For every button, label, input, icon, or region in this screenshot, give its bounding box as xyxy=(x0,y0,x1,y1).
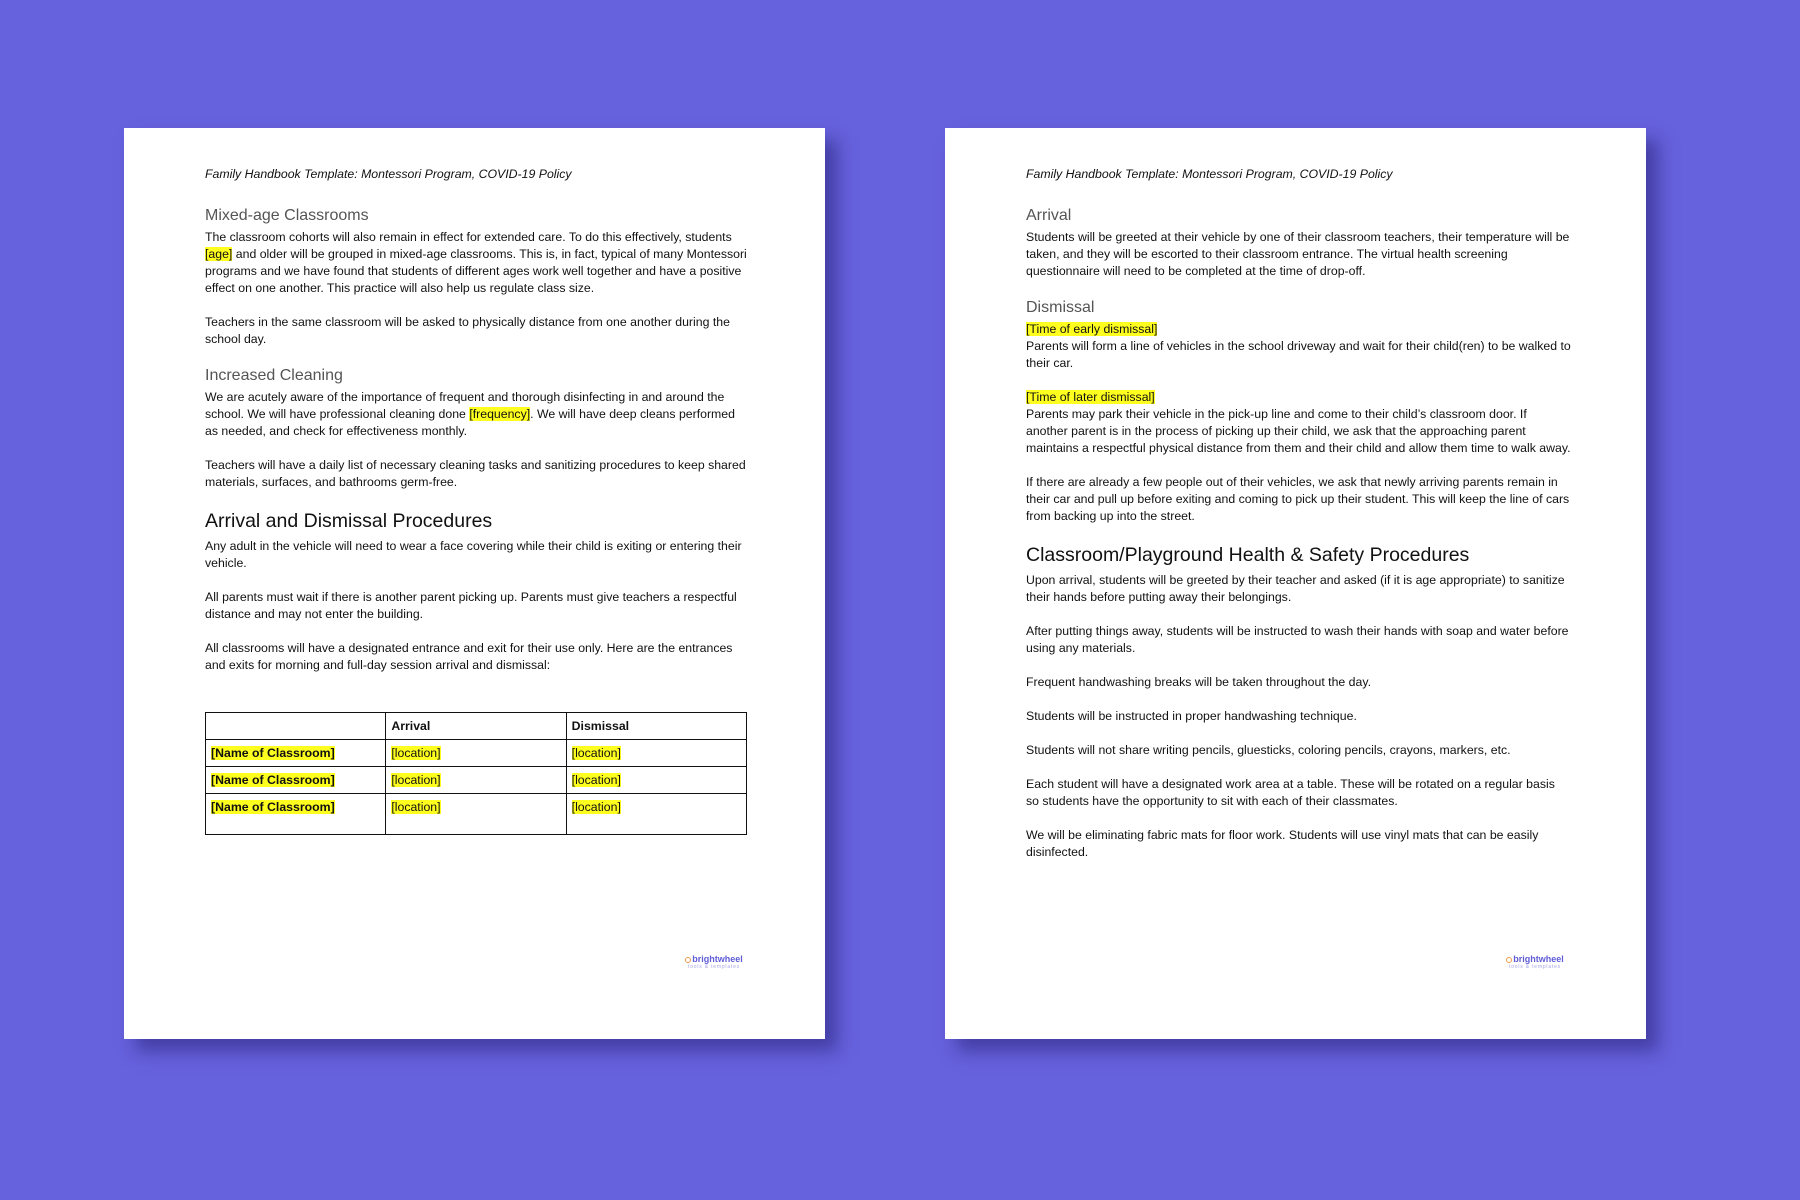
page-content xyxy=(1026,166,1571,878)
paragraph: Teachers in the same classroom will be asked to physically distance from one another during the school day. xyxy=(205,315,730,346)
table-cell xyxy=(386,740,566,767)
classroom-name: [Name of Classroom] xyxy=(211,773,335,787)
document-page-left xyxy=(124,128,825,1039)
paragraph: If there are already a few people out of their vehicles, we ask that newly arriving parents remain in their car and pull up before exiting and coming to pick up their student. This will keep the line of cars from backing up into the street. xyxy=(1026,475,1570,523)
classroom-name: [Name of Classroom] xyxy=(211,800,335,814)
table-row xyxy=(206,794,747,835)
paragraph xyxy=(1026,389,1571,457)
logo-tagline: tools & templates xyxy=(688,964,740,970)
text-run: The classroom cohorts will also remain in effect for extended care. To do this effectively, students xyxy=(205,230,732,244)
paragraph: After putting things away, students will be instructed to wash their hands with soap and water before using any materials. xyxy=(1026,624,1569,655)
text-run: . We will have deep cleans performed as needed, and check for effectiveness monthly. xyxy=(205,407,735,438)
table-cell xyxy=(386,794,566,835)
location-placeholder: [location] xyxy=(571,800,621,814)
location-placeholder: [location] xyxy=(391,773,441,787)
placeholder-highlight: [age] xyxy=(205,247,233,261)
table-cell xyxy=(566,767,746,794)
table-header-cell: Dismissal xyxy=(566,713,746,740)
placeholder-highlight: [frequency] xyxy=(469,407,531,421)
logo-tagline: tools & templates xyxy=(1509,964,1561,970)
paragraph: Students will be greeted at their vehicle by one of their classroom teachers, their temperature will be taken, and they will be escorted to their classroom entrance. The virtual health screening questionnaire will need to be completed at the time of drop-off. xyxy=(1026,230,1570,278)
running-header: Family Handbook Template: Montessori Program, COVID-19 Policy xyxy=(205,167,572,181)
paragraph xyxy=(205,229,750,297)
text-run: We are acutely aware of the importance of frequent and thorough disinfecting in and around the school. We will have professional cleaning done xyxy=(205,390,725,421)
section-heading-cleaning: Increased Cleaning xyxy=(205,367,343,384)
table-cell xyxy=(566,794,746,835)
location-placeholder: [location] xyxy=(571,746,621,760)
paragraph: Teachers will have a daily list of necessary cleaning tasks and sanitizing procedures to keep shared materials, surfaces, and bathrooms germ-free. xyxy=(205,458,746,489)
table-row xyxy=(206,767,747,794)
paragraph: Frequent handwashing breaks will be taken throughout the day. xyxy=(1026,675,1371,689)
text-run: Parents will form a line of vehicles in the school driveway and wait for their child(ren) to be walked to their car. xyxy=(1026,339,1571,370)
table-cell xyxy=(566,740,746,767)
paragraph: Upon arrival, students will be greeted by their teacher and asked (if it is age appropriate) to sanitize their hands before putting away their belongings. xyxy=(1026,573,1565,604)
location-placeholder: [location] xyxy=(571,773,621,787)
placeholder-highlight: [Time of later dismissal] xyxy=(1026,390,1155,404)
classroom-locations-table xyxy=(205,712,747,835)
table-cell xyxy=(206,740,386,767)
table-header-cell xyxy=(206,713,386,740)
brightwheel-logo xyxy=(1500,954,1570,971)
table-cell xyxy=(206,794,386,835)
location-placeholder: [location] xyxy=(391,746,441,760)
table-cell xyxy=(206,767,386,794)
table-header-cell: Arrival xyxy=(386,713,566,740)
paragraph: All parents must wait if there is another parent picking up. Parents must give teachers a respectful distance and may not enter the building. xyxy=(205,590,737,621)
table-header-row xyxy=(206,713,747,740)
section-heading-arrival: Arrival xyxy=(1026,207,1072,224)
document-page-right xyxy=(945,128,1646,1039)
text-run: Parents may park their vehicle in the pick-up line and come to their child’s classroom door. If another parent is in the process of picking up their child, we ask that the approaching parent maintains a respectful physical distance from them and their child and allow them time to walk away. xyxy=(1026,407,1571,455)
paragraph: Students will be instructed in proper handwashing technique. xyxy=(1026,709,1357,723)
paragraph: We will be eliminating fabric mats for floor work. Students will use vinyl mats that can be easily disinfected. xyxy=(1026,828,1539,859)
paragraph xyxy=(205,389,750,440)
paragraph: All classrooms will have a designated entrance and exit for their use only. Here are the entrances and exits for morning and full-day session arrival and dismissal: xyxy=(205,641,733,672)
placeholder-highlight: [Time of early dismissal] xyxy=(1026,322,1158,336)
table-cell xyxy=(386,767,566,794)
location-placeholder: [location] xyxy=(391,800,441,814)
paragraph: Students will not share writing pencils, gluesticks, coloring pencils, crayons, markers, etc. xyxy=(1026,743,1511,757)
paragraph: Any adult in the vehicle will need to wear a face covering while their child is exiting or entering their vehicle. xyxy=(205,539,742,570)
section-heading-dismissal: Dismissal xyxy=(1026,299,1095,316)
paragraph xyxy=(1026,321,1571,372)
running-header: Family Handbook Template: Montessori Program, COVID-19 Policy xyxy=(1026,167,1393,181)
brightwheel-logo xyxy=(679,954,749,971)
section-heading-mixed-age: Mixed-age Classrooms xyxy=(205,207,369,224)
classroom-name: [Name of Classroom] xyxy=(211,746,335,760)
text-run: and older will be grouped in mixed-age classrooms. This is, in fact, typical of many Montessori programs and we have found that students of different ages work well together and have a positive effect on one another. This practice will also help us regulate class size. xyxy=(205,247,747,295)
brightwheel-ring-icon xyxy=(1506,957,1512,963)
paragraph: Each student will have a designated work area at a table. These will be rotated on a regular basis so students have the opportunity to sit with each of their classmates. xyxy=(1026,777,1555,808)
logo-name: brightwheel xyxy=(692,954,743,964)
section-heading-health-safety: Classroom/Playground Health & Safety Procedures xyxy=(1026,544,1470,566)
logo-name: brightwheel xyxy=(1513,954,1564,964)
brightwheel-ring-icon xyxy=(685,957,691,963)
section-heading-arrival-dismissal: Arrival and Dismissal Procedures xyxy=(205,510,493,532)
page-content xyxy=(205,166,750,835)
table-row xyxy=(206,740,747,767)
